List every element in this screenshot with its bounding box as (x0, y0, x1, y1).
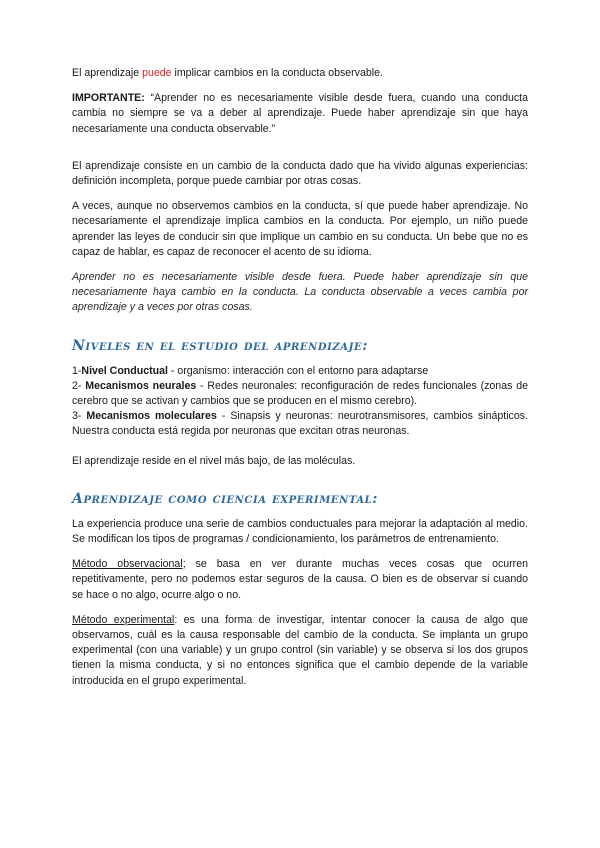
paragraph-definition: El aprendizaje consiste en un cambio de la conducta dado que ha vivido algunas experiencias: definición incompleta, porque puede cambiar por otras cosas. (72, 159, 528, 188)
levels-list (72, 364, 528, 440)
important-text: “Aprender no es necesariamente visible desde fuera, cuando una conducta cambia no siempre se va a deber al aprendizaje. Puede haber aprendizaje sin que haya necesariamente una conducta observable.” (72, 92, 528, 135)
level-prefix: 1- (72, 364, 82, 377)
paragraph-molecules: El aprendizaje reside en el nivel más bajo, de las moléculas. (72, 454, 356, 467)
method-observational-text: ; se basa en ver durante muchas veces cosas que ocurren repetitivamente, pero no podemos estar seguros de la causa. O bien es de observar si cuando se hace o no algo, ocurre algo o no. (72, 558, 528, 601)
intro-highlight: puede (142, 67, 172, 79)
important-label: IMPORTANTE: (72, 92, 145, 105)
level-title: Mecanismos neurales (85, 379, 197, 392)
important-paragraph (72, 91, 528, 137)
paragraph-italic-summary: Aprender no es necesariamente visible desde fuera. Puede haber aprendizaje sin que necesariamente haya cambio en la conducta. La conducta observable a veces cambia por aprendizaje y a veces por otras cosas. (72, 271, 528, 314)
level-item (72, 364, 528, 379)
level-title: Mecanismos moleculares (86, 410, 217, 423)
level-text: - organismo: interacción con el entorno para adaptarse (167, 364, 429, 377)
level-prefix: 2- (72, 379, 86, 392)
document-page (72, 66, 528, 689)
intro-pre: El aprendizaje (72, 67, 143, 79)
level-item (72, 409, 528, 439)
level-item (72, 379, 528, 409)
intro-post: implicar cambios en la conducta observable. (171, 67, 383, 79)
level-text: - Redes neuronales: reconfiguración de redes funcionales (zonas de cerebro que se activan y cambios que se producen en el mismo cerebro). (72, 379, 528, 408)
paragraph-method-experimental (72, 613, 528, 689)
level-text: - Sinapsis y neuronas: neurotransmisores, cambios sinápticos. Nuestra conducta está regida por neuronas que excitan otras neuronas. (72, 410, 528, 438)
paragraph-method-observational (72, 557, 528, 603)
intro-paragraph (72, 66, 528, 81)
paragraph-experience: La experiencia produce una serie de cambios conductuales para mejorar la adaptación al medio. Se modifican los tipos de programas / condicionamiento, los parámetros de entrenamiento. (72, 517, 528, 546)
method-experimental-label: Método experimental (72, 613, 175, 626)
method-observational-label: Método observacional (72, 558, 183, 571)
paragraph-examples: A veces, aunque no observemos cambios en la conducta, sí que puede haber aprendizaje. No necesariamente el aprendizaje implica cambios en la conducta. Por ejemplo, un niño puede aprender las leyes de conducir sin que implique un cambio en su conducta. Un bebe que no es capaz de hablar, es capaz de reconocer el acento de su idioma. (72, 200, 528, 258)
heading-experimental: Aprendizaje como ciencia experimental: (72, 490, 379, 507)
level-title: Nivel Conductual (81, 364, 168, 377)
level-prefix: 3- (72, 410, 87, 423)
heading-levels: Niveles en el estudio del aprendizaje: (72, 337, 368, 354)
method-experimental-text: : es una forma de investigar, intentar conocer la causa de algo que observamos, cuál es la causa responsable del cambio de la conducta. Se implanta un grupo experimental (con una variable) y un grupo control (sin variable) y se observa si los dos grupos tienen la misma conducta, y si no entonces significa que el cambio depende de la variable introducida en el grupo experimental. (72, 613, 528, 687)
